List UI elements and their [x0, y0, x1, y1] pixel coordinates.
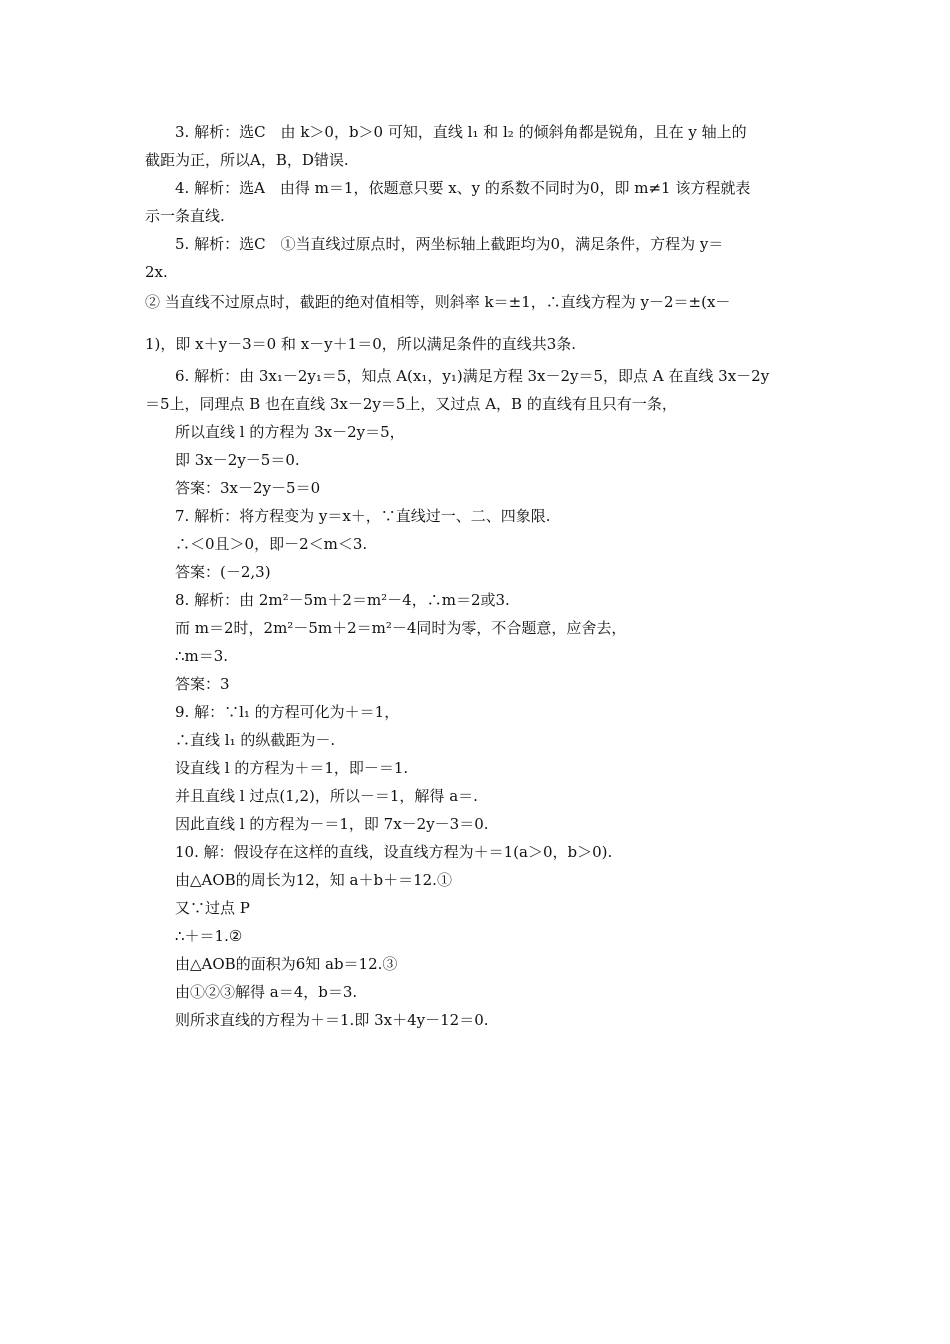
q10-line-6: 由①②③解得 a＝4，b＝3. [175, 983, 358, 1001]
q6-line-2: ＝5上，同理点 B 也在直线 3x－2y＝5上，又过点 A，B 的直线有且只有一条， [145, 395, 677, 413]
q7-line-2: ∴＜0且＞0，即－2＜m＜3. [175, 535, 368, 553]
q5-line-3: ② 当直线不过原点时，截距的绝对值相等，则斜率 k＝±1，∴直线方程为 y－2＝±(x－ [145, 293, 731, 311]
q9-line-2: ∴直线 l₁ 的纵截距为－. [175, 731, 336, 749]
q9-line-1: 9. 解：∵l₁ 的方程可化为＋＝1， [175, 703, 400, 721]
q10-line-3: 又∵过点 P [175, 899, 250, 917]
q5-line-1: 5. 解析：选C ①当直线过原点时，两坐标轴上截距均为0，满足条件，方程为 y＝ [175, 235, 724, 253]
q6-line-1: 6. 解析：由 3x₁－2y₁＝5，知点 A(x₁，y₁)满足方程 3x－2y＝5，即点 A 在直线 3x－2y [175, 367, 770, 385]
q4-line-1: 4. 解析：选A 由得 m＝1，依题意只要 x、y 的系数不同时为0，即 m≠1 该方程就表 [175, 179, 751, 197]
q7-line-1: 7. 解析：将方程变为 y＝x＋，∵直线过一、二、四象限. [175, 507, 551, 525]
q8-answer: 答案：3 [175, 675, 230, 693]
q3-line-2: 截距为正，所以A，B，D错误. [145, 151, 349, 169]
q10-line-1: 10. 解：假设存在这样的直线，设直线方程为＋＝1(a＞0，b＞0). [175, 843, 613, 861]
q8-line-1: 8. 解析：由 2m²－5m＋2＝m²－4，∴m＝2或3. [175, 591, 510, 609]
q3-line-1: 3. 解析：选C 由 k＞0，b＞0 可知，直线 l₁ 和 l₂ 的倾斜角都是锐角，且在 y 轴上的 [175, 123, 747, 141]
q5-line-4: 1)，即 x＋y－3＝0 和 x－y＋1＝0，所以满足条件的直线共3条. [145, 335, 577, 353]
q8-line-2: 而 m＝2时，2m²－5m＋2＝m²－4同时为零，不合题意，应舍去， [175, 619, 627, 637]
q6-line-4: 即 3x－2y－5＝0. [175, 451, 300, 469]
q5-line-2: 2x. [145, 263, 168, 281]
q9-line-3: 设直线 l 的方程为＋＝1，即－＝1. [175, 759, 409, 777]
q8-line-3: ∴m＝3. [175, 647, 229, 665]
q4-line-2: 示一条直线. [145, 207, 225, 225]
q7-answer: 答案：(－2,3) [175, 563, 271, 581]
q6-line-3: 所以直线 l 的方程为 3x－2y＝5， [175, 423, 405, 441]
q10-line-4: ∴＋＝1.② [175, 927, 243, 945]
q6-answer: 答案：3x－2y－5＝0 [175, 479, 321, 497]
q10-line-2: 由△AOB的周长为12，知 a＋b＋＝12.① [175, 871, 452, 889]
q10-line-7: 则所求直线的方程为＋＝1.即 3x＋4y－12＝0. [175, 1011, 489, 1029]
q10-line-5: 由△AOB的面积为6知 ab＝12.③ [175, 955, 398, 973]
q9-line-4: 并且直线 l 过点(1,2)，所以－＝1，解得 a＝. [175, 787, 478, 805]
q9-line-5: 因此直线 l 的方程为－＝1，即 7x－2y－3＝0. [175, 815, 489, 833]
